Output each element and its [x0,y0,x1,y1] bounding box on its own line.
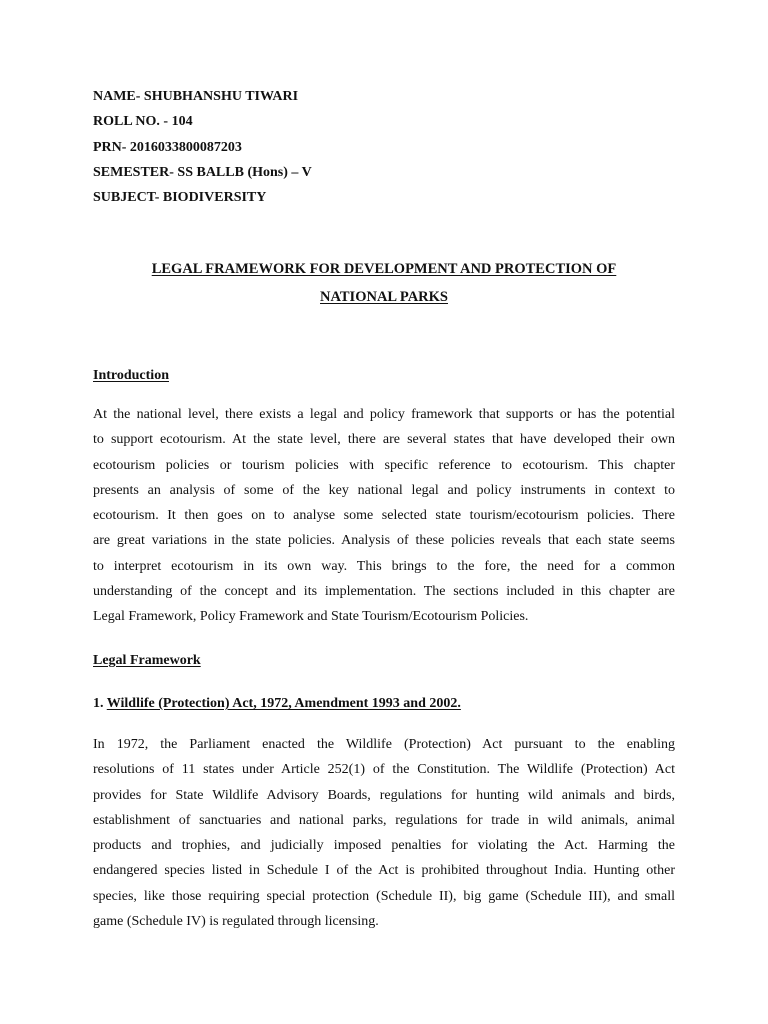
wildlife-act-paragraph [93,732,675,934]
legal-framework-heading: Legal Framework [93,653,201,668]
semester: SEMESTER- SS BALLB (Hons) – V [93,164,312,180]
prn-number: PRN- 2016033800087203 [93,139,242,155]
document-title [93,255,675,311]
student-details [93,84,653,210]
paragraph-line: endangered species listed in Schedule I of the Act is prohibited throughout India. Hunting other [93,863,675,879]
paragraph-line: products and trophies, and judicially imposed penalties for violating the Act. Harming the [93,838,675,854]
paragraph-line: are great variations in the state policies. Analysis of these policies reveals that each state seems [93,533,675,549]
introduction-heading: Introduction [93,368,169,383]
paragraph-line: Legal Framework, Policy Framework and State Tourism/Ecotourism Policies. [93,609,529,625]
paragraph-line: game (Schedule IV) is regulated through licensing. [93,914,379,930]
paragraph-line: species, like those requiring special protection (Schedule II), big game (Schedule III), and small [93,888,675,904]
wildlife-act-heading [93,695,461,713]
paragraph-line: provides for State Wildlife Advisory Boards, regulations for hunting wild animals and birds, [93,787,675,803]
title-line-1: LEGAL FRAMEWORK FOR DEVELOPMENT AND PROTECTION OF [151,261,617,277]
item-title: Wildlife (Protection) Act, 1972, Amendment 1993 and 2002. [106,696,461,711]
paragraph-line: understanding of the concept and its implementation. The sections included in this chapter are [93,584,675,600]
paragraph-line: ecotourism policies or tourism policies with specific reference to ecotourism. This chapter [93,457,675,473]
paragraph-line: to support ecotourism. At the state level, there are several states that have developed their own [93,432,675,448]
introduction-paragraph [93,402,675,630]
title-line-2: NATIONAL PARKS [320,289,448,305]
paragraph-line: establishment of sanctuaries and national parks, regulations for trade in wild animals, animal [93,812,675,828]
student-name: NAME- SHUBHANSHU TIWARI [93,89,299,104]
paragraph-line: to interpret ecotourism in its own way. This brings to the fore, the need for a common [93,558,675,574]
paragraph-line: In 1972, the Parliament enacted the Wildlife (Protection) Act pursuant to the enabling [93,737,675,752]
paragraph-line: presents an analysis of some of the key national legal and policy instruments in context to [93,482,675,498]
subject: SUBJECT- BIODIVERSITY [93,190,267,206]
paragraph-line: At the national level, there exists a legal and policy framework that supports or has the potential [93,407,675,422]
paragraph-line: resolutions of 11 states under Article 252(1) of the Constitution. The Wildlife (Protection) Act [93,762,675,778]
item-number: 1. [93,696,104,711]
roll-number: ROLL NO. - 104 [93,114,193,130]
paragraph-line: ecotourism. It then goes on to analyse some selected state tourism/ecotourism policies. There [93,508,675,524]
